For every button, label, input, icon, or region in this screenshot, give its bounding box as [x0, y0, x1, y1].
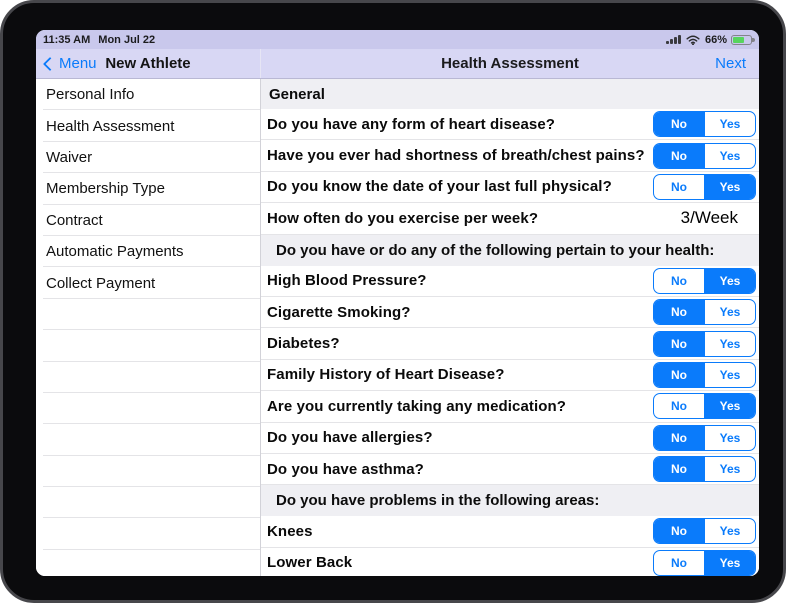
- main-nav: [261, 49, 759, 78]
- sidebar-empty-row: [36, 393, 260, 424]
- no-button[interactable]: No: [671, 399, 687, 414]
- no-button[interactable]: No: [654, 426, 704, 450]
- section-header: Do you have or do any of the following pertain to your health:: [261, 235, 759, 266]
- sidebar-empty-row: [36, 362, 260, 393]
- yes-button[interactable]: Yes: [704, 144, 755, 168]
- question-label: Knees: [267, 522, 313, 540]
- question-row: [261, 266, 759, 297]
- no-button[interactable]: No: [654, 363, 704, 387]
- question-label: Cigarette Smoking?: [267, 303, 411, 321]
- next-button[interactable]: Next: [715, 55, 746, 72]
- question-row: [261, 516, 759, 547]
- question-label: Do you have any form of heart disease?: [267, 115, 556, 133]
- sidebar-empty-row: [36, 518, 260, 549]
- question-label: Do you have allergies?: [267, 429, 433, 447]
- sidebar-title: New Athlete: [105, 55, 191, 72]
- yes-button[interactable]: Yes: [704, 426, 755, 450]
- yes-button[interactable]: Yes: [704, 332, 755, 356]
- sidebar-item-automatic-payments[interactable]: Automatic Payments: [36, 236, 260, 267]
- yes-button[interactable]: Yes: [704, 519, 755, 543]
- status-date: Mon Jul 22: [98, 33, 156, 46]
- sidebar-empty-row: [36, 550, 260, 576]
- no-button[interactable]: No: [671, 555, 687, 570]
- question-label: High Blood Pressure?: [267, 272, 427, 290]
- sidebar-item-personal-info[interactable]: Personal Info: [36, 79, 260, 110]
- question-row: [261, 297, 759, 328]
- chevron-left-icon: [43, 56, 57, 70]
- no-button[interactable]: No: [654, 457, 704, 481]
- yes-button[interactable]: Yes: [704, 457, 755, 481]
- no-yes-segmented-control: [653, 111, 756, 137]
- navigation-bar: [36, 49, 759, 79]
- no-button[interactable]: No: [654, 144, 704, 168]
- sidebar-item-membership-type[interactable]: Membership Type: [36, 173, 260, 204]
- sidebar-empty-row: [36, 487, 260, 518]
- no-yes-segmented-control: [653, 299, 756, 325]
- wifi-icon: [686, 35, 700, 45]
- yes-button[interactable]: Yes: [704, 300, 755, 324]
- status-left: [43, 34, 155, 46]
- sidebar-empty-row: [36, 424, 260, 455]
- question-row: [261, 360, 759, 391]
- page-title: Health Assessment: [441, 55, 579, 72]
- sidebar-item-collect-payment[interactable]: Collect Payment: [36, 267, 260, 298]
- answer-value[interactable]: 3/Week: [680, 208, 738, 228]
- battery-icon: [731, 35, 752, 45]
- status-bar: [36, 30, 759, 49]
- question-label: How often do you exercise per week?: [267, 209, 539, 227]
- question-row: [261, 454, 759, 485]
- sidebar-empty-row: [36, 330, 260, 361]
- yes-button[interactable]: Yes: [704, 551, 755, 575]
- no-yes-segmented-control: [653, 518, 756, 544]
- sidebar-item-contract[interactable]: Contract: [36, 205, 260, 236]
- question-row: [261, 140, 759, 171]
- no-button[interactable]: No: [654, 332, 704, 356]
- cellular-signal-icon: [666, 35, 681, 44]
- sidebar-empty-row: [36, 456, 260, 487]
- no-button[interactable]: No: [654, 519, 704, 543]
- no-yes-segmented-control: [653, 425, 756, 451]
- no-yes-segmented-control: [653, 393, 756, 419]
- no-button[interactable]: No: [671, 179, 687, 194]
- section-header: General: [261, 79, 759, 109]
- menu-back-label: Menu: [59, 55, 97, 72]
- yes-button[interactable]: Yes: [704, 175, 755, 199]
- no-yes-segmented-control: [653, 456, 756, 482]
- question-row: [261, 172, 759, 203]
- question-label: Lower Back: [267, 554, 353, 572]
- question-row: [261, 328, 759, 359]
- yes-button[interactable]: Yes: [704, 363, 755, 387]
- question-row: [261, 109, 759, 140]
- no-yes-segmented-control: [653, 362, 756, 388]
- question-label: Have you ever had shortness of breath/chest pains?: [267, 147, 645, 165]
- yes-button[interactable]: Yes: [704, 394, 755, 418]
- sidebar-item-waiver[interactable]: Waiver: [36, 142, 260, 173]
- sidebar: [36, 79, 261, 576]
- no-yes-segmented-control: [653, 550, 756, 576]
- assessment-form: [261, 79, 759, 576]
- no-yes-segmented-control: [653, 268, 756, 294]
- no-button[interactable]: No: [671, 273, 687, 288]
- question-row: [261, 548, 759, 576]
- content-area: [36, 79, 759, 576]
- sidebar-nav: [36, 49, 261, 78]
- question-row: [261, 423, 759, 454]
- question-label: Are you currently taking any medication?: [267, 397, 567, 415]
- question-label: Do you have asthma?: [267, 460, 424, 478]
- status-right: [666, 34, 752, 46]
- question-label: Family History of Heart Disease?: [267, 366, 505, 384]
- no-button[interactable]: No: [654, 300, 704, 324]
- no-yes-segmented-control: [653, 331, 756, 357]
- menu-back-button[interactable]: [45, 55, 97, 72]
- yes-button[interactable]: Yes: [704, 112, 755, 136]
- no-yes-segmented-control: [653, 174, 756, 200]
- question-row: [261, 391, 759, 422]
- question-row: [261, 203, 759, 234]
- no-button[interactable]: No: [654, 112, 704, 136]
- no-yes-segmented-control: [653, 143, 756, 169]
- sidebar-empty-row: [36, 299, 260, 330]
- sidebar-item-health-assessment[interactable]: Health Assessment: [36, 110, 260, 141]
- section-header: Do you have problems in the following areas:: [261, 485, 759, 516]
- question-label: Do you know the date of your last full physical?: [267, 178, 612, 196]
- battery-percent: 66%: [704, 33, 727, 46]
- question-label: Diabetes?: [267, 335, 340, 353]
- status-time: 11:35 AM: [43, 33, 91, 46]
- yes-button[interactable]: Yes: [704, 269, 755, 293]
- app-screen: [36, 30, 759, 576]
